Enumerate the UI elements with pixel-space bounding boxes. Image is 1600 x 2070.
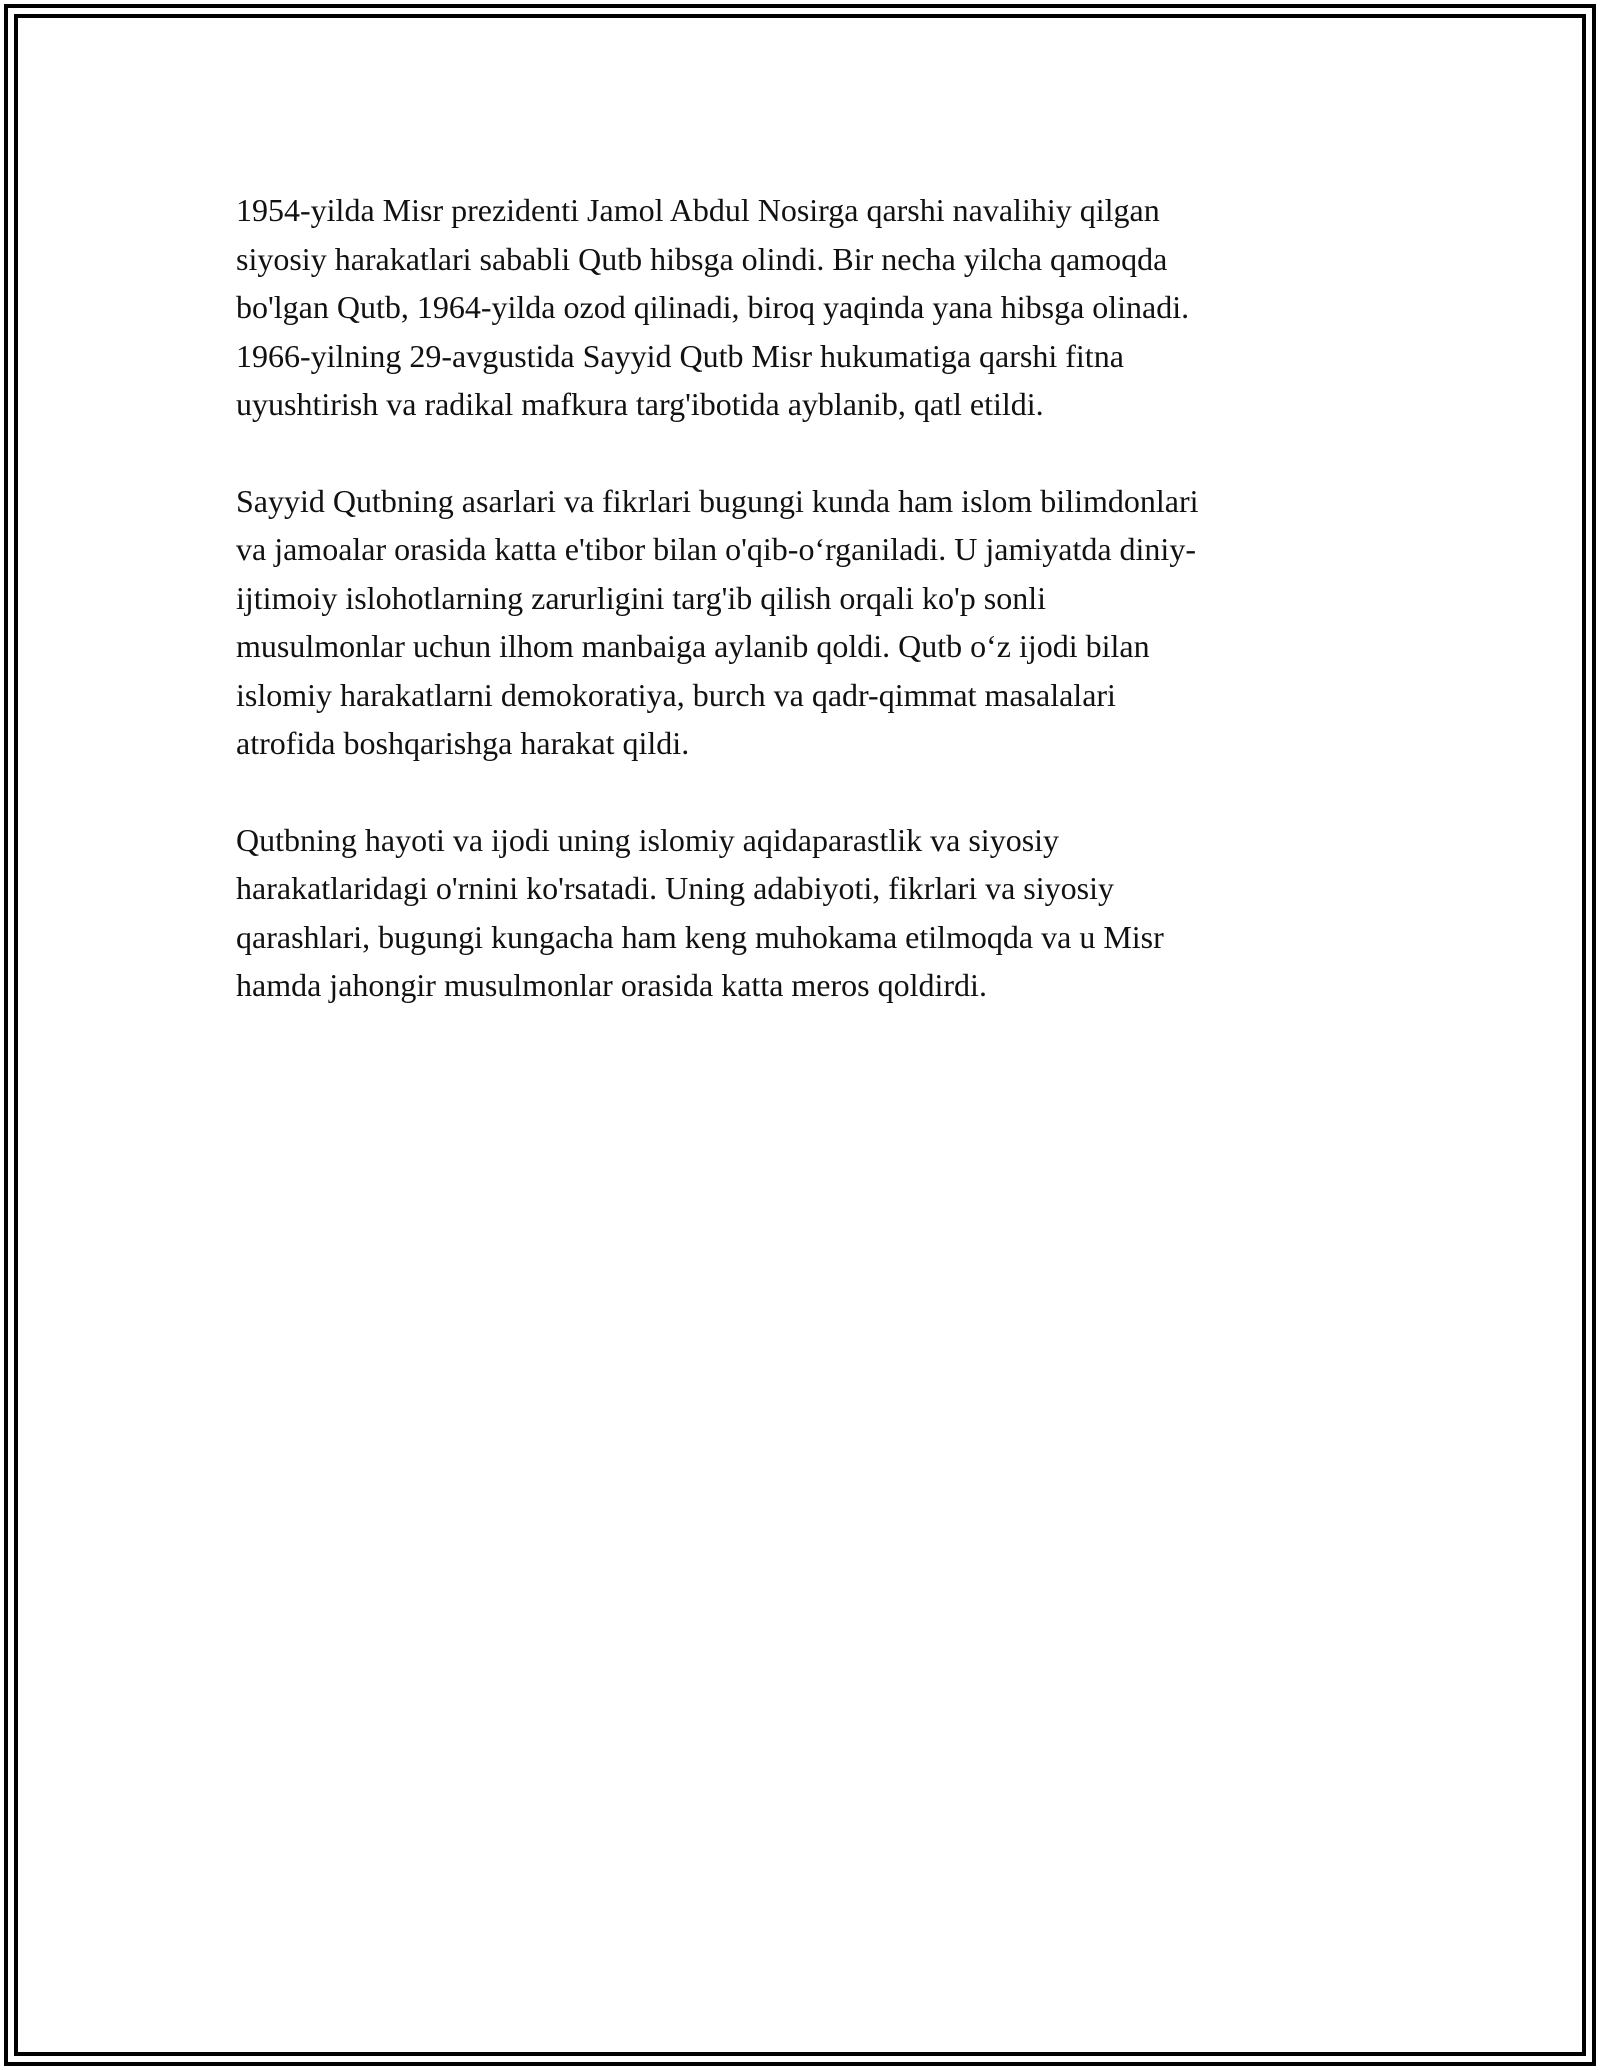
text-line: Sayyid Qutbning asarlari va fikrlari bugungi kunda ham islom bilimdonlari [236, 482, 1199, 519]
text-line: bo'lgan Qutb, 1964-yilda ozod qilinadi, biroq yaqinda yana hibsga olinadi. [236, 289, 1190, 325]
text-line: uyushtirish va radikal mafkura targ'ibotida ayblanib, qatl etildi. [236, 386, 1044, 422]
paragraph-3 [236, 816, 1356, 1010]
text-line: siyosiy harakatlari sababli Qutb hibsga olindi. Bir necha yilcha qamoqda [236, 240, 1168, 277]
text-line: qarashlari, bugungi kungacha ham keng muhokama etilmoqda va u Misr [236, 918, 1164, 955]
text-line: islomiy harakatlarni demokoratiya, burch va qadr-qimmat masalalari [236, 676, 1116, 713]
paragraph-1 [236, 186, 1356, 429]
text-line: ijtimoiy islohotlarning zarurligini targ'ib qilish orqali ko'p sonli [236, 579, 1046, 616]
text-line: harakatlaridagi o'rnini ko'rsatadi. Uning adabiyoti, fikrlari va siyosiy [236, 870, 1114, 906]
paragraph-2 [236, 477, 1356, 768]
text-line: 1966-yilning 29-avgustida Sayyid Qutb Misr hukumatiga qarshi fitna [236, 337, 1124, 374]
document-body [236, 186, 1356, 1058]
text-line: musulmonlar uchun ilhom manbaiga aylanib qoldi. Qutb o‘z ijodi bilan [236, 628, 1150, 664]
text-line: atrofida boshqarishga harakat qildi. [236, 725, 690, 761]
text-line: Qutbning hayoti va ijodi uning islomiy aqidaparastlik va siyosiy [236, 821, 1060, 858]
text-line: hamda jahongir musulmonlar orasida katta meros qoldirdi. [236, 967, 987, 1003]
text-line: va jamoalar orasida katta e'tibor bilan o'qib-o‘rganiladi. U jamiyatda diniy- [236, 531, 1196, 567]
text-line: 1954-yilda Misr prezidenti Jamol Abdul Nosirga qarshi navalihiy qilgan [236, 192, 1160, 228]
